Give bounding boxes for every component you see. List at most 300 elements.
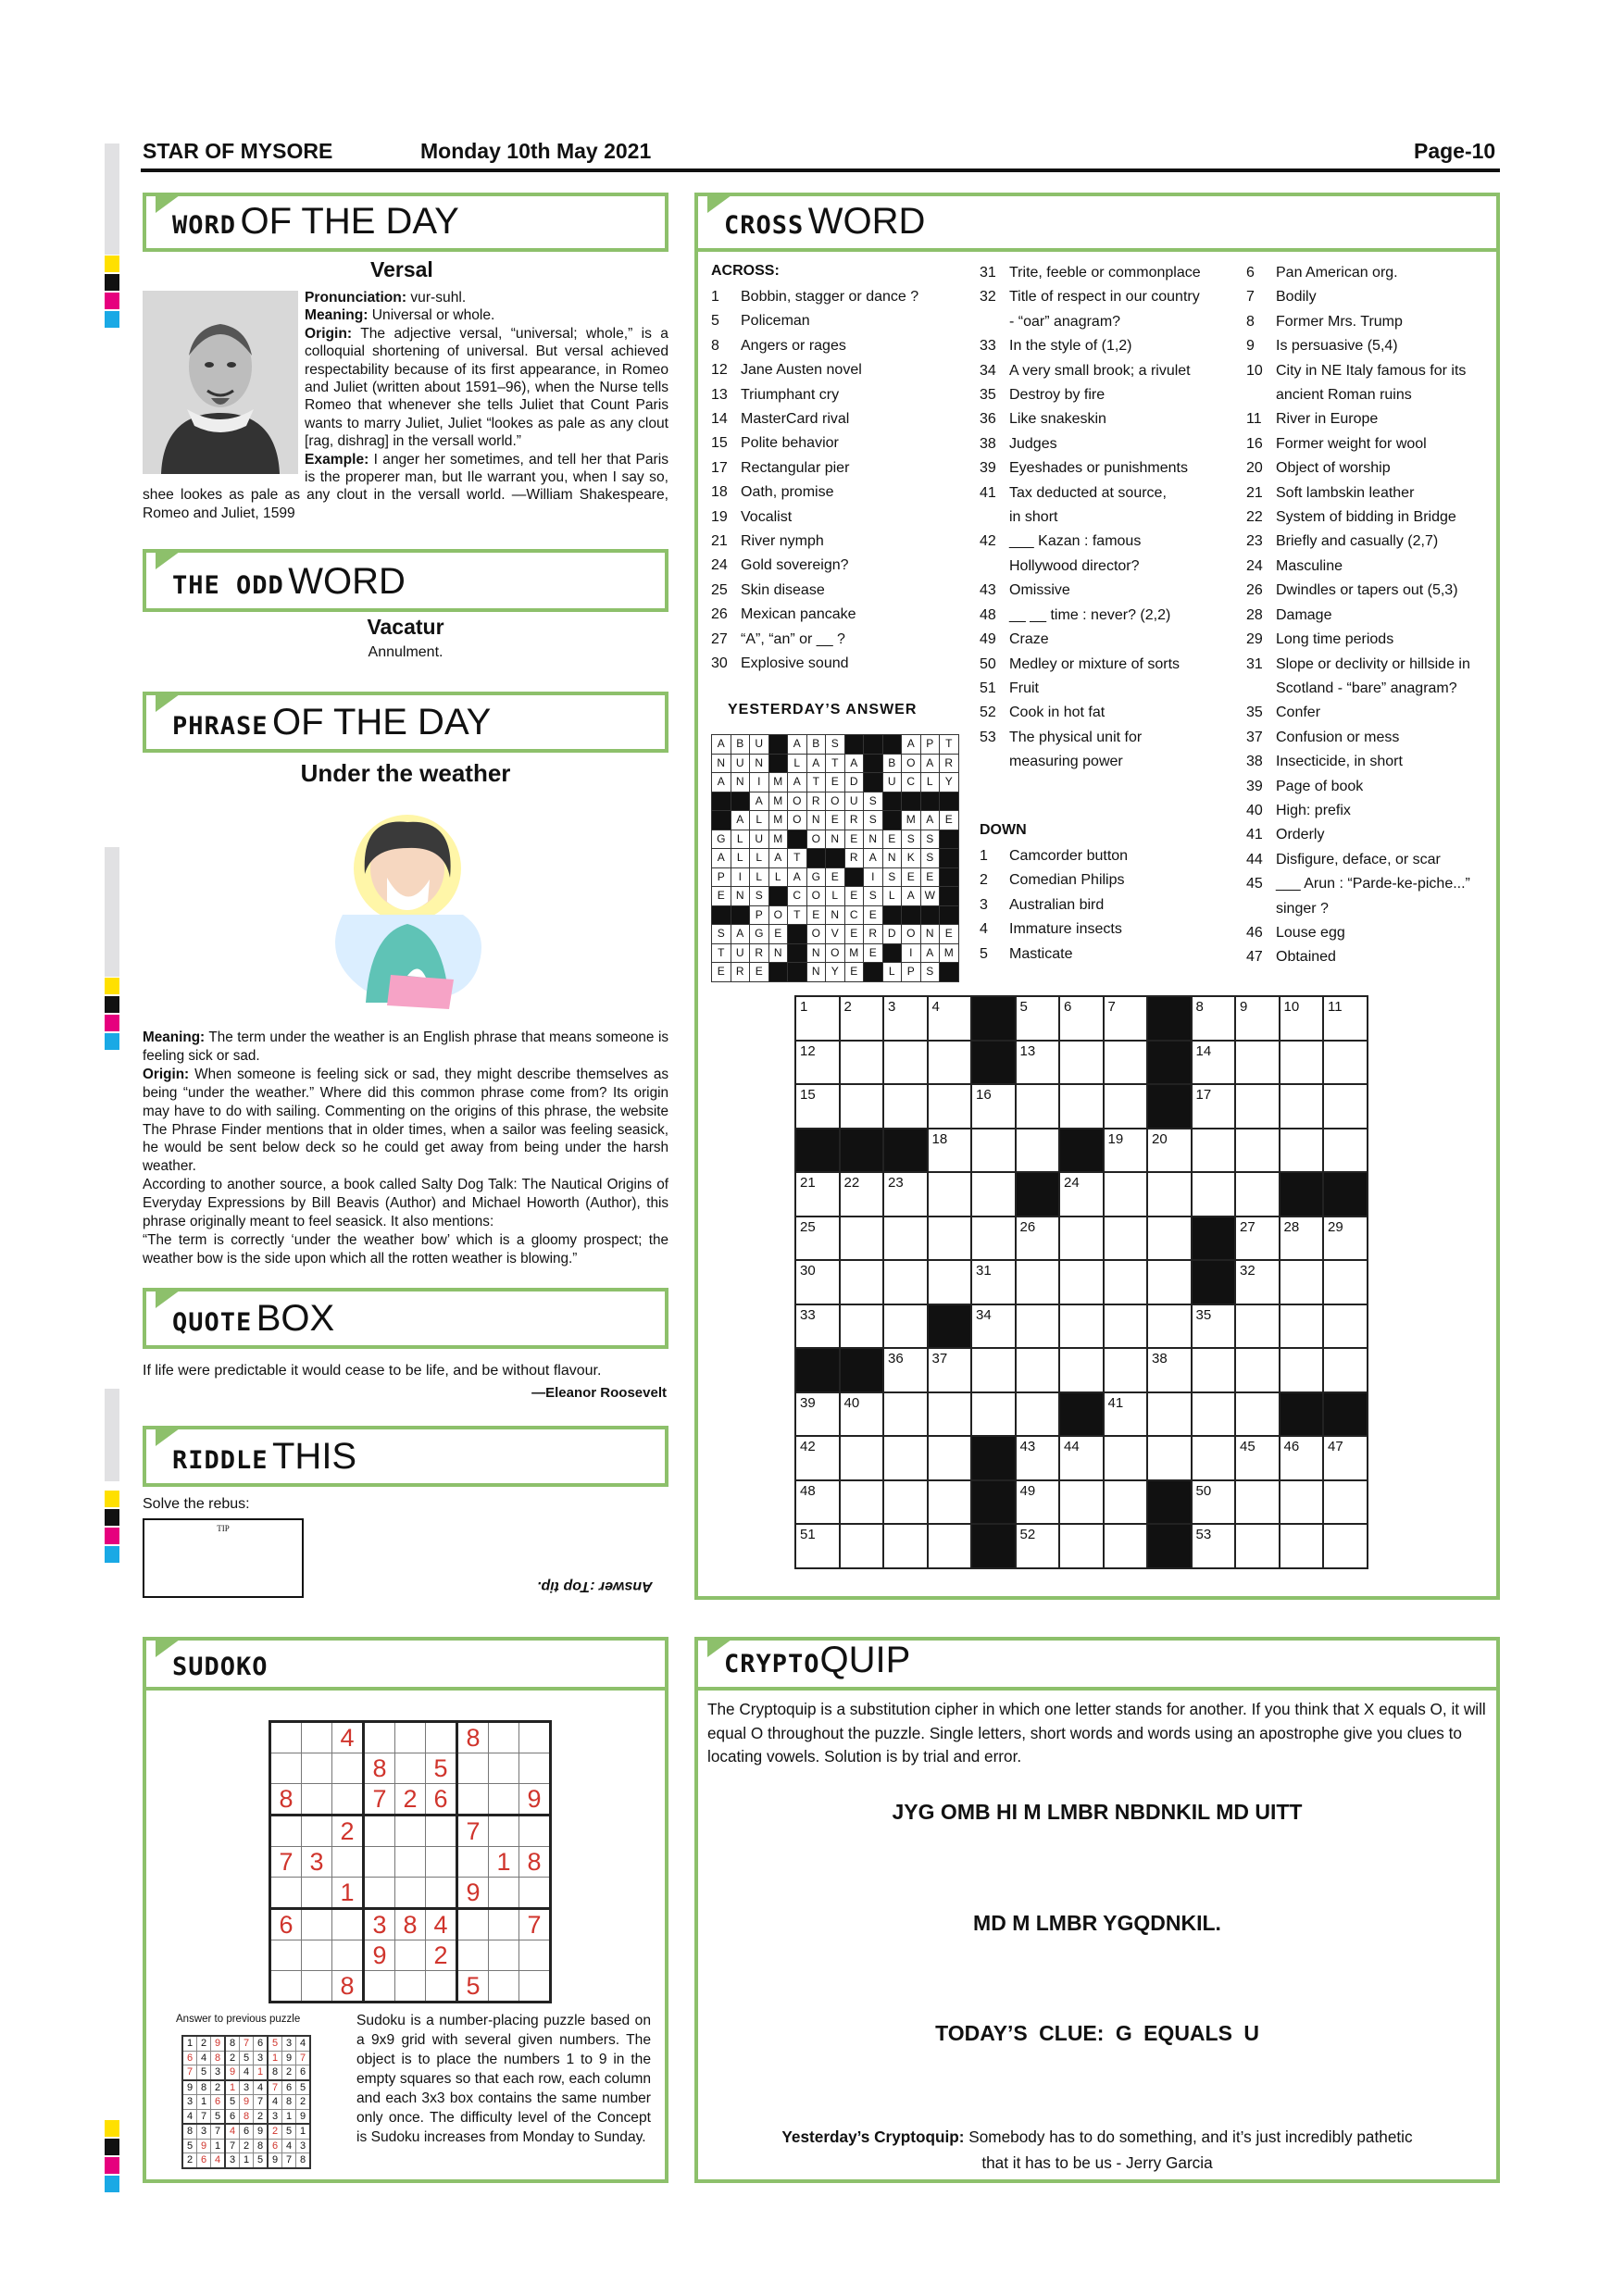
crossword-cell[interactable] xyxy=(1147,1217,1192,1261)
crossword-block xyxy=(971,996,1016,1041)
crossword-cell[interactable] xyxy=(840,1217,884,1261)
clue-item: 38 Judges xyxy=(980,435,1057,452)
crossword-cell[interactable] xyxy=(928,1348,972,1392)
crossword-cell[interactable] xyxy=(1059,1348,1104,1392)
crossword-block xyxy=(1147,1480,1192,1525)
crossword-block xyxy=(1147,1041,1192,1085)
crossword-cell[interactable] xyxy=(1280,1524,1324,1568)
sudoku-cell[interactable] xyxy=(426,1722,457,1753)
sudoku-cell[interactable]: 2 xyxy=(395,1784,426,1816)
crossword-block xyxy=(1280,1172,1324,1217)
sudoku-cell[interactable]: 8 xyxy=(270,1784,302,1816)
answer-letter: A xyxy=(902,887,921,906)
sudoku-answer-cell: 7 xyxy=(296,2051,311,2065)
crossword-cell[interactable] xyxy=(1323,1436,1368,1480)
crossword-cell[interactable] xyxy=(1235,1436,1280,1480)
crossword-cell[interactable] xyxy=(1059,1041,1104,1085)
sudoku-cell[interactable] xyxy=(426,1971,457,2003)
crossword-cell[interactable] xyxy=(795,1217,840,1261)
clue-item: 11 River in Europe xyxy=(1246,411,1379,428)
sudoku-cell[interactable]: 9 xyxy=(519,1784,551,1816)
clue-item: 33 In the style of (1,2) xyxy=(980,338,1132,355)
crossword-cell[interactable] xyxy=(1192,1436,1236,1480)
answer-letter: N xyxy=(826,830,845,849)
crossword-cell[interactable] xyxy=(883,1041,928,1085)
sudoku-cell[interactable] xyxy=(270,1722,302,1753)
crossword-cell[interactable] xyxy=(883,1217,928,1261)
sudoku-cell[interactable]: 1 xyxy=(332,1878,364,1909)
answer-block xyxy=(712,905,731,925)
crossword-cell[interactable] xyxy=(1280,1480,1324,1525)
sudoku-cell[interactable]: 4 xyxy=(426,1909,457,1940)
crossword-cell[interactable] xyxy=(1235,1172,1280,1217)
registration-yellow xyxy=(105,2120,119,2137)
crossword-cell[interactable] xyxy=(1147,1304,1192,1349)
sudoku-cell[interactable] xyxy=(457,1847,489,1878)
crossword-cell[interactable] xyxy=(1323,1524,1368,1568)
crossword-cell[interactable] xyxy=(1147,1172,1192,1217)
sudoku-answer-cell: 1 xyxy=(296,2124,311,2139)
crossword-cell[interactable] xyxy=(1235,1129,1280,1173)
crossword-cell[interactable] xyxy=(1323,1129,1368,1173)
clue-item: 31 Slope or declivity or hillside in xyxy=(1246,655,1470,672)
clue-item: 47 Obtained xyxy=(1246,949,1336,966)
clue-number: 25 xyxy=(800,1218,816,1235)
answer-letter: N xyxy=(806,943,826,963)
crossword-cell[interactable] xyxy=(1059,1172,1104,1217)
crossword-cell[interactable] xyxy=(1147,1129,1192,1173)
sudoku-cell[interactable] xyxy=(489,1971,519,2003)
crossword-cell[interactable] xyxy=(1192,1172,1236,1217)
crossword-cell[interactable] xyxy=(1235,1524,1280,1568)
riddle-banner xyxy=(143,1426,668,1487)
crossword-cell[interactable] xyxy=(1235,996,1280,1041)
sudoku-cell[interactable] xyxy=(426,1878,457,1909)
sudoku-cell[interactable] xyxy=(395,1847,426,1878)
crossword-cell[interactable] xyxy=(928,1041,972,1085)
sudoku-answer-cell: 8 xyxy=(240,2109,254,2124)
sudoku-cell[interactable]: 8 xyxy=(364,1753,395,1784)
crossword-cell[interactable] xyxy=(1104,996,1148,1041)
answer-letter: B xyxy=(806,735,826,755)
crossword-cell[interactable] xyxy=(1192,1348,1236,1392)
sudoku-cell[interactable] xyxy=(302,1971,332,2003)
crossword-cell[interactable] xyxy=(840,1436,884,1480)
crossword-cell[interactable] xyxy=(971,1129,1016,1173)
crossword-cell[interactable] xyxy=(928,1480,972,1525)
clue-item: 28 Damage xyxy=(1246,606,1332,623)
sudoku-cell[interactable]: 2 xyxy=(426,1940,457,1971)
crossword-cell[interactable] xyxy=(1016,1304,1060,1349)
crossword-cell[interactable] xyxy=(795,996,840,1041)
crossword-cell[interactable] xyxy=(1235,1304,1280,1349)
sudoku-cell[interactable] xyxy=(270,1971,302,2003)
crossword-block xyxy=(883,1129,928,1173)
sudoku-cell[interactable] xyxy=(302,1722,332,1753)
crossword-cell[interactable] xyxy=(883,1436,928,1480)
sudoku-cell[interactable] xyxy=(395,1722,426,1753)
crossword-cell[interactable] xyxy=(1016,1041,1060,1085)
sudoku-cell[interactable] xyxy=(395,1878,426,1909)
sudoku-answer-cell: 1 xyxy=(282,2109,296,2124)
sudoku-cell[interactable]: 5 xyxy=(426,1753,457,1784)
sudoku-cell[interactable]: 7 xyxy=(519,1909,551,1940)
sudoku-cell[interactable]: 7 xyxy=(457,1816,489,1847)
sudoku-cell[interactable] xyxy=(426,1816,457,1847)
sudoku-cell[interactable] xyxy=(426,1847,457,1878)
sudoku-cell[interactable] xyxy=(489,1940,519,1971)
crossword-cell[interactable] xyxy=(928,1436,972,1480)
answer-letter: A xyxy=(920,943,940,963)
sudoku-cell[interactable]: 1 xyxy=(489,1847,519,1878)
crossword-cell[interactable] xyxy=(1192,996,1236,1041)
crossword-cell[interactable] xyxy=(1147,1348,1192,1392)
crossword-cell[interactable] xyxy=(1192,1480,1236,1525)
sudoku-cell[interactable] xyxy=(489,1753,519,1784)
crossword-cell[interactable] xyxy=(1059,1436,1104,1480)
answer-letter: R xyxy=(750,943,769,963)
answer-block xyxy=(844,867,864,887)
crossword-cell[interactable] xyxy=(1280,1304,1324,1349)
crossword-cell[interactable] xyxy=(1104,1129,1148,1173)
crossword-block xyxy=(1323,1392,1368,1437)
sudoku-cell[interactable] xyxy=(457,1753,489,1784)
sudoku-cell[interactable] xyxy=(395,1816,426,1847)
sudoku-cell[interactable] xyxy=(519,1940,551,1971)
crossword-cell[interactable] xyxy=(840,1304,884,1349)
registration-magenta xyxy=(105,1015,119,1031)
crossword-cell[interactable] xyxy=(795,1172,840,1217)
crossword-cell[interactable] xyxy=(1016,1436,1060,1480)
sudoku-answer-cell: 3 xyxy=(182,2095,197,2110)
crossword-cell[interactable] xyxy=(1016,1348,1060,1392)
crossword-cell[interactable] xyxy=(795,1436,840,1480)
crossword-cell[interactable] xyxy=(1235,1348,1280,1392)
crossword-cell[interactable] xyxy=(1192,1084,1236,1129)
sudoku-cell[interactable]: 3 xyxy=(364,1909,395,1940)
sudoku-cell[interactable] xyxy=(302,1784,332,1816)
crossword-cell[interactable] xyxy=(1192,1392,1236,1437)
crossword-cell[interactable] xyxy=(1235,1392,1280,1437)
clue-number: 21 xyxy=(800,1175,816,1191)
crossword-cell[interactable] xyxy=(1235,1041,1280,1085)
clue-number: 44 xyxy=(1064,1439,1080,1454)
sudoku-cell[interactable]: 8 xyxy=(457,1722,489,1753)
crossword-cell[interactable] xyxy=(971,1348,1016,1392)
crossword-cell[interactable] xyxy=(1016,1084,1060,1129)
sudoku-cell[interactable] xyxy=(332,1847,364,1878)
crossword-cell[interactable] xyxy=(1104,1436,1148,1480)
crossword-cell[interactable] xyxy=(1016,1392,1060,1437)
sudoku-cell[interactable] xyxy=(457,1784,489,1816)
crossword-cell[interactable] xyxy=(1235,1480,1280,1525)
sudoku-cell[interactable] xyxy=(395,1940,426,1971)
crossword-cell[interactable] xyxy=(883,1260,928,1304)
crossword-cell[interactable] xyxy=(1323,1480,1368,1525)
crossword-cell[interactable] xyxy=(971,1304,1016,1349)
answer-letter: E xyxy=(750,963,769,982)
crossword-cell[interactable] xyxy=(1323,1260,1368,1304)
crossword-cell[interactable] xyxy=(840,1172,884,1217)
clue-item: - “oar” anagram? xyxy=(1009,313,1121,330)
sudoku-answer-cell: 3 xyxy=(296,2139,311,2153)
crossword-cell[interactable] xyxy=(795,1041,840,1085)
sudoku-cell[interactable]: 2 xyxy=(332,1816,364,1847)
crossword-cell[interactable] xyxy=(1016,1480,1060,1525)
sudoku-cell[interactable] xyxy=(270,1878,302,1909)
sudoku-answer-cell: 4 xyxy=(197,2051,211,2065)
sudoku-answer-label: Answer to previous puzzle xyxy=(176,2014,301,2025)
crossword-cell[interactable] xyxy=(1280,1436,1324,1480)
sudoku-cell[interactable] xyxy=(519,1753,551,1784)
crossword-cell[interactable] xyxy=(840,1392,884,1437)
crossword-cell[interactable] xyxy=(1192,1304,1236,1349)
sudoku-cell[interactable]: 7 xyxy=(364,1784,395,1816)
crossword-cell[interactable] xyxy=(883,1480,928,1525)
crossword-cell[interactable] xyxy=(1192,1129,1236,1173)
sudoku-cell[interactable]: 9 xyxy=(364,1940,395,1971)
sudoku-cell[interactable] xyxy=(519,1722,551,1753)
crossword-cell[interactable] xyxy=(1059,1480,1104,1525)
sudoku-cell[interactable]: 7 xyxy=(270,1847,302,1878)
crossword-cell[interactable] xyxy=(883,1524,928,1568)
sudoku-cell[interactable] xyxy=(489,1784,519,1816)
crossword-cell[interactable] xyxy=(840,1041,884,1085)
crossword-cell[interactable] xyxy=(1059,1084,1104,1129)
crossword-block xyxy=(840,1129,884,1173)
sudoku-cell[interactable] xyxy=(332,1753,364,1784)
sudoku-answer-cell: 3 xyxy=(211,2065,226,2080)
sudoku-cell[interactable] xyxy=(395,1753,426,1784)
crossword-cell[interactable] xyxy=(1059,1304,1104,1349)
sudoku-cell[interactable] xyxy=(332,1940,364,1971)
sudoku-cell[interactable] xyxy=(364,1878,395,1909)
clue-number: 22 xyxy=(843,1175,860,1191)
sudoku-cell[interactable] xyxy=(332,1909,364,1940)
sudoku-cell[interactable] xyxy=(302,1753,332,1784)
crossword-cell[interactable] xyxy=(1104,1084,1148,1129)
crossword-cell[interactable] xyxy=(883,1392,928,1437)
crossword-cell[interactable] xyxy=(1059,996,1104,1041)
sudoku-cell[interactable]: 3 xyxy=(302,1847,332,1878)
crossword-cell[interactable] xyxy=(883,1084,928,1129)
sudoku-answer-cell: 9 xyxy=(225,2065,240,2080)
sudoku-cell[interactable] xyxy=(302,1909,332,1940)
sudoku-answer-cell: 2 xyxy=(296,2095,311,2110)
sudoku-cell[interactable] xyxy=(364,1722,395,1753)
crossword-cell[interactable] xyxy=(1323,996,1368,1041)
sudoku-cell[interactable] xyxy=(489,1909,519,1940)
crossword-cell[interactable] xyxy=(1323,1348,1368,1392)
answer-letter: O xyxy=(768,905,788,925)
crossword-cell[interactable] xyxy=(928,1260,972,1304)
crossword-cell[interactable] xyxy=(795,1260,840,1304)
crossword-cell[interactable] xyxy=(1104,1304,1148,1349)
clue-item: Scotland - “bare” anagram? xyxy=(1276,680,1457,696)
clue-item: 41 Tax deducted at source, xyxy=(980,484,1167,501)
sudoku-cell[interactable] xyxy=(364,1816,395,1847)
answer-letter: W xyxy=(920,887,940,906)
crossword-cell[interactable] xyxy=(1280,1348,1324,1392)
crossword-cell[interactable] xyxy=(1016,996,1060,1041)
crossword-cell[interactable] xyxy=(1104,1480,1148,1525)
crossword-cell[interactable] xyxy=(971,1392,1016,1437)
crossword-cell[interactable] xyxy=(1323,1041,1368,1085)
crossword-cell[interactable] xyxy=(795,1480,840,1525)
sudoku-cell[interactable]: 5 xyxy=(457,1971,489,2003)
crossword-cell[interactable] xyxy=(1323,1084,1368,1129)
registration-bar xyxy=(105,144,119,255)
crossword-cell[interactable] xyxy=(840,1260,884,1304)
sudoku-cell[interactable]: 4 xyxy=(332,1722,364,1753)
sudoku-cell[interactable] xyxy=(364,1971,395,2003)
odd-word: Vacatur xyxy=(367,615,444,639)
sudoku-cell[interactable] xyxy=(395,1971,426,2003)
crossword-cell[interactable] xyxy=(1016,1524,1060,1568)
crossword-cell[interactable] xyxy=(1059,1217,1104,1261)
sudoku-cell[interactable] xyxy=(302,1878,332,1909)
crossword-cell[interactable] xyxy=(1059,1260,1104,1304)
crossword-cell[interactable] xyxy=(1147,1436,1192,1480)
sudoku-answer-cell: 4 xyxy=(254,2080,269,2095)
crossword-cell[interactable] xyxy=(795,1304,840,1349)
crossword-cell[interactable] xyxy=(883,1304,928,1349)
crossword-cell[interactable] xyxy=(928,1084,972,1129)
crossword-cell[interactable] xyxy=(1104,1392,1148,1437)
crossword-cell[interactable] xyxy=(928,1524,972,1568)
crossword-cell[interactable] xyxy=(928,1129,972,1173)
clue-item: 43 Omissive xyxy=(980,582,1070,599)
answer-letter: E xyxy=(940,925,959,944)
crossword-cell[interactable] xyxy=(840,1084,884,1129)
crossword-cell[interactable] xyxy=(928,1217,972,1261)
sudoku-cell[interactable] xyxy=(302,1816,332,1847)
crossword-cell[interactable] xyxy=(1280,1041,1324,1085)
crossword-cell[interactable] xyxy=(1016,1129,1060,1173)
sudoku-cell[interactable] xyxy=(489,1816,519,1847)
sudoku-answer-cell: 1 xyxy=(268,2051,282,2065)
sudoku-cell[interactable] xyxy=(270,1753,302,1784)
answer-letter: U xyxy=(731,943,750,963)
crossword-cell[interactable] xyxy=(883,1348,928,1392)
crossword-cell[interactable] xyxy=(1059,1524,1104,1568)
crossword-cell[interactable] xyxy=(971,1260,1016,1304)
crossword-cell[interactable] xyxy=(1104,1172,1148,1217)
sudoku-cell[interactable] xyxy=(270,1940,302,1971)
sudoku-cell[interactable]: 6 xyxy=(426,1784,457,1816)
crossword-cell[interactable] xyxy=(1235,1217,1280,1261)
crossword-cell[interactable] xyxy=(1280,996,1324,1041)
crossword-cell[interactable] xyxy=(795,1524,840,1568)
crossword-cell[interactable] xyxy=(883,996,928,1041)
crossword-cell[interactable] xyxy=(971,1084,1016,1129)
crossword-block xyxy=(1323,1172,1368,1217)
crossword-cell[interactable] xyxy=(1016,1217,1060,1261)
sudoku-cell[interactable] xyxy=(519,1816,551,1847)
sudoku-answer-cell: 5 xyxy=(240,2051,254,2065)
sudoku-answer-cell: 1 xyxy=(197,2095,211,2110)
answer-letter: C xyxy=(844,905,864,925)
answer-letter: N xyxy=(731,887,750,906)
clue-number: 32 xyxy=(1240,1263,1255,1279)
crossword-cell[interactable] xyxy=(1280,1260,1324,1304)
crossword-cell[interactable] xyxy=(1280,1129,1324,1173)
crossword-cell[interactable] xyxy=(795,1392,840,1437)
answer-block xyxy=(902,905,921,925)
sudoku-cell[interactable] xyxy=(332,1784,364,1816)
crossword-cell[interactable] xyxy=(1192,1524,1236,1568)
sudoku-answer-cell: 9 xyxy=(254,2124,269,2139)
crossword-cell[interactable] xyxy=(1104,1348,1148,1392)
sudoku-cell[interactable]: 9 xyxy=(457,1878,489,1909)
crossword-cell[interactable] xyxy=(840,1480,884,1525)
crossword-cell[interactable] xyxy=(1147,1392,1192,1437)
sudoku-cell[interactable] xyxy=(457,1940,489,1971)
crossword-cell[interactable] xyxy=(1323,1217,1368,1261)
crossword-cell[interactable] xyxy=(928,1392,972,1437)
cryptoquip-intro: The Cryptoquip is a substitution cipher in which one letter stands for another. If you think that X equals O, it will equal O throughout the puzzle. Single letters, short words and words using an apostrophe give you clues to locating vowels. Solution is by trial and error. xyxy=(707,1700,1486,1766)
answer-letter: R xyxy=(806,792,826,811)
sudoku-cell[interactable] xyxy=(489,1722,519,1753)
crossword-cell[interactable] xyxy=(1016,1260,1060,1304)
sudoku-cell[interactable] xyxy=(457,1909,489,1940)
sudoku-answer-cell: 8 xyxy=(197,2080,211,2095)
crossword-cell[interactable] xyxy=(928,996,972,1041)
answer-letter: B xyxy=(731,735,750,755)
crossword-cell[interactable] xyxy=(1147,1260,1192,1304)
sudoku-cell[interactable] xyxy=(270,1816,302,1847)
sudoku-cell[interactable] xyxy=(519,1971,551,2003)
sudoku-cell[interactable]: 8 xyxy=(395,1909,426,1940)
sudoku-cell[interactable]: 8 xyxy=(332,1971,364,2003)
sudoku-answer-cell: 9 xyxy=(240,2095,254,2110)
sudoku-cell[interactable]: 6 xyxy=(270,1909,302,1940)
answer-letter: A xyxy=(731,925,750,944)
crossword-cell[interactable] xyxy=(971,1217,1016,1261)
crossword-cell[interactable] xyxy=(928,1172,972,1217)
crossword-cell[interactable] xyxy=(1235,1084,1280,1129)
clue-item: 8 Former Mrs. Trump xyxy=(1246,313,1403,330)
answer-letter: V xyxy=(826,925,845,944)
crossword-cell[interactable] xyxy=(1192,1041,1236,1085)
crossword-cell[interactable] xyxy=(1104,1217,1148,1261)
crossword-cell[interactable] xyxy=(795,1084,840,1129)
crossword-cell[interactable] xyxy=(1280,1217,1324,1261)
clue-item: 16 Former weight for wool xyxy=(1246,435,1427,452)
crossword-cell[interactable] xyxy=(883,1172,928,1217)
sudoku-description: Sudoku is a number-placing puzzle based on a 9x9 grid with several given numbers. The object is to place the numbers 1 to 9 in the empty squares so that each row, each column and each 3x3 box contains the same number only once. The difficulty level of the Concept is Sudoku increases from Monday to Sunday. xyxy=(356,2013,651,2145)
crossword-cell[interactable] xyxy=(1104,1524,1148,1568)
sudoku-cell[interactable]: 8 xyxy=(519,1847,551,1878)
clue-item: 44 Disfigure, deface, or scar xyxy=(1246,851,1441,867)
registration-cyan xyxy=(105,1546,119,1563)
answer-letter: M xyxy=(844,943,864,963)
sudoku-cell[interactable] xyxy=(489,1878,519,1909)
crossword-cell[interactable] xyxy=(840,1524,884,1568)
crossword-cell[interactable] xyxy=(1280,1084,1324,1129)
answer-letter: D xyxy=(882,925,902,944)
crossword-cell[interactable] xyxy=(1323,1304,1368,1349)
crossword-cell[interactable] xyxy=(1104,1260,1148,1304)
answer-letter: T xyxy=(712,943,731,963)
crossword-cell[interactable] xyxy=(1104,1041,1148,1085)
sudoku-cell[interactable] xyxy=(364,1847,395,1878)
sudoku-cell[interactable] xyxy=(519,1878,551,1909)
sudoku-cell[interactable] xyxy=(302,1940,332,1971)
crossword-cell[interactable] xyxy=(1235,1260,1280,1304)
crossword-cell[interactable] xyxy=(971,1172,1016,1217)
crossword-cell[interactable] xyxy=(840,996,884,1041)
